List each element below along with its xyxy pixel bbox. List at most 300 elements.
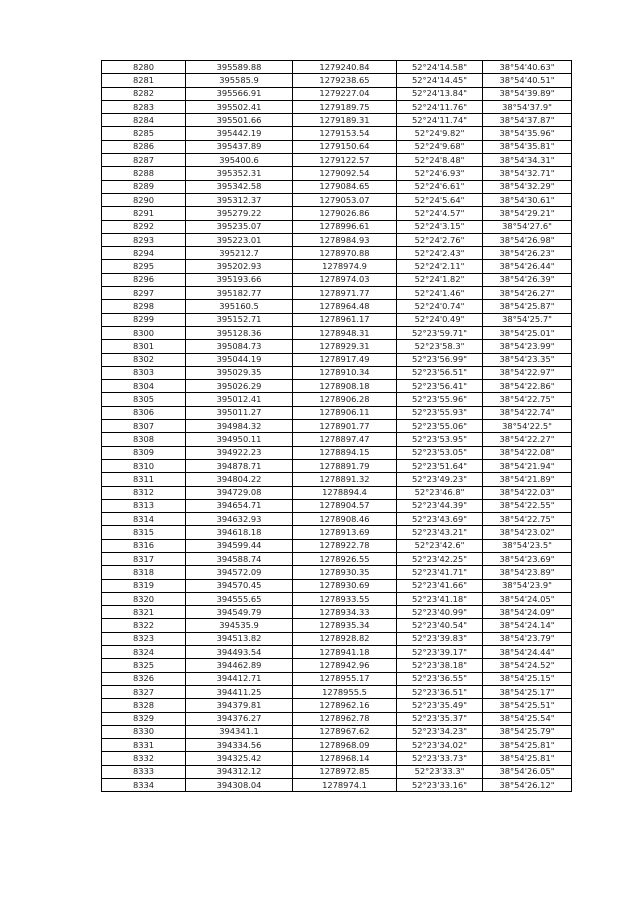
latitude-cell: 52°24'2.76"	[397, 233, 483, 246]
x-coordinate-cell: 395223.01	[186, 233, 293, 246]
latitude-cell: 52°24'6.93"	[397, 167, 483, 180]
table-row	[102, 247, 572, 260]
table-row	[102, 61, 572, 74]
table-row	[102, 87, 572, 100]
latitude-cell: 52°24'1.82"	[397, 273, 483, 286]
point-number-cell: 8294	[102, 247, 186, 260]
table-row	[102, 526, 572, 539]
y-coordinate-cell: 1278935.34	[293, 619, 397, 632]
point-number-cell: 8302	[102, 353, 186, 366]
table-row	[102, 300, 572, 313]
x-coordinate-cell: 395029.35	[186, 366, 293, 379]
y-coordinate-cell: 1278996.61	[293, 220, 397, 233]
longitude-cell: 38°54'24.44"	[483, 646, 572, 659]
x-coordinate-cell: 394572.09	[186, 566, 293, 579]
latitude-cell: 52°23'49.23"	[397, 473, 483, 486]
point-number-cell: 8283	[102, 100, 186, 113]
y-coordinate-cell: 1279153.54	[293, 127, 397, 140]
latitude-cell: 52°24'13.84"	[397, 87, 483, 100]
latitude-cell: 52°23'35.37"	[397, 712, 483, 725]
latitude-cell: 52°24'5.64"	[397, 193, 483, 206]
point-number-cell: 8280	[102, 61, 186, 74]
y-coordinate-cell: 1279238.65	[293, 74, 397, 87]
latitude-cell: 52°24'1.46"	[397, 287, 483, 300]
x-coordinate-cell: 395442.19	[186, 127, 293, 140]
y-coordinate-cell: 1279227.04	[293, 87, 397, 100]
latitude-cell: 52°23'56.41"	[397, 380, 483, 393]
x-coordinate-cell: 395193.66	[186, 273, 293, 286]
latitude-cell: 52°23'41.18"	[397, 592, 483, 605]
x-coordinate-cell: 395501.66	[186, 114, 293, 127]
latitude-cell: 52°23'53.95"	[397, 433, 483, 446]
longitude-cell: 38°54'27.6"	[483, 220, 572, 233]
longitude-cell: 38°54'35.81"	[483, 140, 572, 153]
longitude-cell: 38°54'26.27"	[483, 287, 572, 300]
latitude-cell: 52°23'41.66"	[397, 579, 483, 592]
longitude-cell: 38°54'22.86"	[483, 380, 572, 393]
longitude-cell: 38°54'40.63"	[483, 61, 572, 74]
latitude-cell: 52°23'36.55"	[397, 672, 483, 685]
point-number-cell: 8331	[102, 739, 186, 752]
y-coordinate-cell: 1278971.77	[293, 287, 397, 300]
longitude-cell: 38°54'26.39"	[483, 273, 572, 286]
table-row	[102, 433, 572, 446]
latitude-cell: 52°23'33.16"	[397, 779, 483, 792]
coordinates-table	[101, 60, 572, 792]
point-number-cell: 8293	[102, 233, 186, 246]
latitude-cell: 52°23'34.23"	[397, 725, 483, 738]
point-number-cell: 8285	[102, 127, 186, 140]
x-coordinate-cell: 394341.1	[186, 725, 293, 738]
x-coordinate-cell: 394632.93	[186, 513, 293, 526]
point-number-cell: 8315	[102, 526, 186, 539]
table-row	[102, 366, 572, 379]
latitude-cell: 52°24'11.76"	[397, 100, 483, 113]
longitude-cell: 38°54'24.52"	[483, 659, 572, 672]
x-coordinate-cell: 395352.31	[186, 167, 293, 180]
latitude-cell: 52°23'33.73"	[397, 752, 483, 765]
latitude-cell: 52°23'44.39"	[397, 499, 483, 512]
table-row	[102, 260, 572, 273]
x-coordinate-cell: 394535.9	[186, 619, 293, 632]
latitude-cell: 52°24'8.48"	[397, 154, 483, 167]
x-coordinate-cell: 394308.04	[186, 779, 293, 792]
table-row	[102, 579, 572, 592]
point-number-cell: 8318	[102, 566, 186, 579]
table-row	[102, 140, 572, 153]
latitude-cell: 52°23'40.54"	[397, 619, 483, 632]
longitude-cell: 38°54'25.17"	[483, 685, 572, 698]
y-coordinate-cell: 1278984.93	[293, 233, 397, 246]
latitude-cell: 52°24'0.74"	[397, 300, 483, 313]
y-coordinate-cell: 1278891.32	[293, 473, 397, 486]
x-coordinate-cell: 394804.22	[186, 473, 293, 486]
y-coordinate-cell: 1279189.31	[293, 114, 397, 127]
y-coordinate-cell: 1278930.69	[293, 579, 397, 592]
x-coordinate-cell: 395202.93	[186, 260, 293, 273]
table-row	[102, 699, 572, 712]
point-number-cell: 8333	[102, 765, 186, 778]
point-number-cell: 8328	[102, 699, 186, 712]
longitude-cell: 38°54'23.02"	[483, 526, 572, 539]
x-coordinate-cell: 395044.19	[186, 353, 293, 366]
point-number-cell: 8327	[102, 685, 186, 698]
longitude-cell: 38°54'24.09"	[483, 606, 572, 619]
y-coordinate-cell: 1278926.55	[293, 552, 397, 565]
latitude-cell: 52°23'59.71"	[397, 326, 483, 339]
longitude-cell: 38°54'25.87"	[483, 300, 572, 313]
longitude-cell: 38°54'22.75"	[483, 513, 572, 526]
y-coordinate-cell: 1278942.96	[293, 659, 397, 672]
longitude-cell: 38°54'25.51"	[483, 699, 572, 712]
y-coordinate-cell: 1278968.14	[293, 752, 397, 765]
y-coordinate-cell: 1278906.11	[293, 406, 397, 419]
longitude-cell: 38°54'22.55"	[483, 499, 572, 512]
x-coordinate-cell: 394549.79	[186, 606, 293, 619]
longitude-cell: 38°54'23.69"	[483, 552, 572, 565]
longitude-cell: 38°54'26.05"	[483, 765, 572, 778]
point-number-cell: 8322	[102, 619, 186, 632]
x-coordinate-cell: 395235.07	[186, 220, 293, 233]
y-coordinate-cell: 1279150.64	[293, 140, 397, 153]
latitude-cell: 52°24'3.15"	[397, 220, 483, 233]
table-row	[102, 739, 572, 752]
x-coordinate-cell: 395084.73	[186, 340, 293, 353]
point-number-cell: 8334	[102, 779, 186, 792]
x-coordinate-cell: 395502.41	[186, 100, 293, 113]
longitude-cell: 38°54'21.94"	[483, 459, 572, 472]
y-coordinate-cell: 1278955.17	[293, 672, 397, 685]
y-coordinate-cell: 1278930.35	[293, 566, 397, 579]
table-row	[102, 659, 572, 672]
y-coordinate-cell: 1278934.33	[293, 606, 397, 619]
x-coordinate-cell: 394376.27	[186, 712, 293, 725]
table-row	[102, 619, 572, 632]
point-number-cell: 8295	[102, 260, 186, 273]
longitude-cell: 38°54'24.05"	[483, 592, 572, 605]
point-number-cell: 8310	[102, 459, 186, 472]
latitude-cell: 52°24'2.11"	[397, 260, 483, 273]
table-row	[102, 420, 572, 433]
longitude-cell: 38°54'23.99"	[483, 340, 572, 353]
latitude-cell: 52°23'56.51"	[397, 366, 483, 379]
latitude-cell: 52°23'35.49"	[397, 699, 483, 712]
point-number-cell: 8301	[102, 340, 186, 353]
latitude-cell: 52°23'43.69"	[397, 513, 483, 526]
table-row	[102, 114, 572, 127]
longitude-cell: 38°54'30.61"	[483, 193, 572, 206]
point-number-cell: 8325	[102, 659, 186, 672]
table-row	[102, 539, 572, 552]
table-row	[102, 100, 572, 113]
table-row	[102, 446, 572, 459]
table-row	[102, 473, 572, 486]
latitude-cell: 52°24'14.58"	[397, 61, 483, 74]
y-coordinate-cell: 1278908.18	[293, 380, 397, 393]
point-number-cell: 8284	[102, 114, 186, 127]
y-coordinate-cell: 1278967.62	[293, 725, 397, 738]
x-coordinate-cell: 394555.65	[186, 592, 293, 605]
x-coordinate-cell: 394513.82	[186, 632, 293, 645]
table-row	[102, 765, 572, 778]
y-coordinate-cell: 1278962.16	[293, 699, 397, 712]
table-row	[102, 459, 572, 472]
table-row	[102, 287, 572, 300]
x-coordinate-cell: 394462.89	[186, 659, 293, 672]
x-coordinate-cell: 394493.54	[186, 646, 293, 659]
latitude-cell: 52°24'4.57"	[397, 207, 483, 220]
y-coordinate-cell: 1278970.88	[293, 247, 397, 260]
table-row	[102, 646, 572, 659]
y-coordinate-cell: 1279122.57	[293, 154, 397, 167]
point-number-cell: 8290	[102, 193, 186, 206]
latitude-cell: 52°23'42.6"	[397, 539, 483, 552]
point-number-cell: 8281	[102, 74, 186, 87]
latitude-cell: 52°24'2.43"	[397, 247, 483, 260]
table-row	[102, 486, 572, 499]
latitude-cell: 52°23'42.25"	[397, 552, 483, 565]
latitude-cell: 52°24'9.82"	[397, 127, 483, 140]
y-coordinate-cell: 1279053.07	[293, 193, 397, 206]
point-number-cell: 8300	[102, 326, 186, 339]
table-row	[102, 180, 572, 193]
latitude-cell: 52°24'0.49"	[397, 313, 483, 326]
longitude-cell: 38°54'32.71"	[483, 167, 572, 180]
longitude-cell: 38°54'32.29"	[483, 180, 572, 193]
x-coordinate-cell: 395437.89	[186, 140, 293, 153]
point-number-cell: 8289	[102, 180, 186, 193]
table-row	[102, 193, 572, 206]
latitude-cell: 52°23'55.06"	[397, 420, 483, 433]
table-row	[102, 752, 572, 765]
x-coordinate-cell: 395279.22	[186, 207, 293, 220]
y-coordinate-cell: 1278961.17	[293, 313, 397, 326]
point-number-cell: 8313	[102, 499, 186, 512]
latitude-cell: 52°23'39.83"	[397, 632, 483, 645]
table-row	[102, 552, 572, 565]
x-coordinate-cell: 394325.42	[186, 752, 293, 765]
point-number-cell: 8330	[102, 725, 186, 738]
longitude-cell: 38°54'24.14"	[483, 619, 572, 632]
longitude-cell: 38°54'25.81"	[483, 739, 572, 752]
point-number-cell: 8292	[102, 220, 186, 233]
y-coordinate-cell: 1278894.15	[293, 446, 397, 459]
table-row	[102, 779, 572, 792]
latitude-cell: 52°24'14.45"	[397, 74, 483, 87]
table-row	[102, 725, 572, 738]
point-number-cell: 8309	[102, 446, 186, 459]
y-coordinate-cell: 1279092.54	[293, 167, 397, 180]
latitude-cell: 52°24'6.61"	[397, 180, 483, 193]
y-coordinate-cell: 1279026.86	[293, 207, 397, 220]
table-row	[102, 380, 572, 393]
point-number-cell: 8311	[102, 473, 186, 486]
longitude-cell: 38°54'22.08"	[483, 446, 572, 459]
longitude-cell: 38°54'25.81"	[483, 752, 572, 765]
latitude-cell: 52°23'43.21"	[397, 526, 483, 539]
longitude-cell: 38°54'21.89"	[483, 473, 572, 486]
x-coordinate-cell: 394412.71	[186, 672, 293, 685]
table-row	[102, 154, 572, 167]
latitude-cell: 52°23'46.8"	[397, 486, 483, 499]
y-coordinate-cell: 1279240.84	[293, 61, 397, 74]
latitude-cell: 52°23'58.3"	[397, 340, 483, 353]
x-coordinate-cell: 394950.11	[186, 433, 293, 446]
point-number-cell: 8321	[102, 606, 186, 619]
point-number-cell: 8286	[102, 140, 186, 153]
latitude-cell: 52°24'9.68"	[397, 140, 483, 153]
table-row	[102, 233, 572, 246]
y-coordinate-cell: 1278974.9	[293, 260, 397, 273]
latitude-cell: 52°23'51.64"	[397, 459, 483, 472]
x-coordinate-cell: 394729.08	[186, 486, 293, 499]
x-coordinate-cell: 395012.41	[186, 393, 293, 406]
longitude-cell: 38°54'23.89"	[483, 566, 572, 579]
point-number-cell: 8312	[102, 486, 186, 499]
point-number-cell: 8317	[102, 552, 186, 565]
table-row	[102, 632, 572, 645]
x-coordinate-cell: 395182.77	[186, 287, 293, 300]
point-number-cell: 8288	[102, 167, 186, 180]
table-row	[102, 220, 572, 233]
x-coordinate-cell: 395312.37	[186, 193, 293, 206]
longitude-cell: 38°54'23.5"	[483, 539, 572, 552]
point-number-cell: 8319	[102, 579, 186, 592]
y-coordinate-cell: 1278933.55	[293, 592, 397, 605]
point-number-cell: 8299	[102, 313, 186, 326]
x-coordinate-cell: 394878.71	[186, 459, 293, 472]
longitude-cell: 38°54'25.7"	[483, 313, 572, 326]
point-number-cell: 8304	[102, 380, 186, 393]
longitude-cell: 38°54'39.89"	[483, 87, 572, 100]
table-row	[102, 353, 572, 366]
longitude-cell: 38°54'35.96"	[483, 127, 572, 140]
x-coordinate-cell: 395212.7	[186, 247, 293, 260]
latitude-cell: 52°23'56.99"	[397, 353, 483, 366]
y-coordinate-cell: 1278928.82	[293, 632, 397, 645]
table-row	[102, 499, 572, 512]
table-row	[102, 340, 572, 353]
longitude-cell: 38°54'29.21"	[483, 207, 572, 220]
point-number-cell: 8323	[102, 632, 186, 645]
longitude-cell: 38°54'22.5"	[483, 420, 572, 433]
y-coordinate-cell: 1278974.03	[293, 273, 397, 286]
longitude-cell: 38°54'40.51"	[483, 74, 572, 87]
y-coordinate-cell: 1278948.31	[293, 326, 397, 339]
table-row	[102, 685, 572, 698]
x-coordinate-cell: 394588.74	[186, 552, 293, 565]
longitude-cell: 38°54'23.35"	[483, 353, 572, 366]
longitude-cell: 38°54'25.54"	[483, 712, 572, 725]
y-coordinate-cell: 1278906.28	[293, 393, 397, 406]
x-coordinate-cell: 394379.81	[186, 699, 293, 712]
longitude-cell: 38°54'22.03"	[483, 486, 572, 499]
y-coordinate-cell: 1278929.31	[293, 340, 397, 353]
point-number-cell: 8303	[102, 366, 186, 379]
latitude-cell: 52°23'39.17"	[397, 646, 483, 659]
latitude-cell: 52°23'38.18"	[397, 659, 483, 672]
x-coordinate-cell: 395128.36	[186, 326, 293, 339]
y-coordinate-cell: 1278964.48	[293, 300, 397, 313]
longitude-cell: 38°54'23.9"	[483, 579, 572, 592]
longitude-cell: 38°54'37.9"	[483, 100, 572, 113]
x-coordinate-cell: 395585.9	[186, 74, 293, 87]
table-row	[102, 167, 572, 180]
longitude-cell: 38°54'26.12"	[483, 779, 572, 792]
longitude-cell: 38°54'23.79"	[483, 632, 572, 645]
y-coordinate-cell: 1278968.09	[293, 739, 397, 752]
latitude-cell: 52°23'34.02"	[397, 739, 483, 752]
point-number-cell: 8320	[102, 592, 186, 605]
point-number-cell: 8287	[102, 154, 186, 167]
point-number-cell: 8305	[102, 393, 186, 406]
longitude-cell: 38°54'25.79"	[483, 725, 572, 738]
x-coordinate-cell: 394411.25	[186, 685, 293, 698]
table-row	[102, 566, 572, 579]
y-coordinate-cell: 1278908.46	[293, 513, 397, 526]
table-row	[102, 273, 572, 286]
longitude-cell: 38°54'25.15"	[483, 672, 572, 685]
x-coordinate-cell: 394922.23	[186, 446, 293, 459]
longitude-cell: 38°54'22.27"	[483, 433, 572, 446]
latitude-cell: 52°23'55.93"	[397, 406, 483, 419]
y-coordinate-cell: 1278941.18	[293, 646, 397, 659]
table-row	[102, 406, 572, 419]
x-coordinate-cell: 394618.18	[186, 526, 293, 539]
point-number-cell: 8297	[102, 287, 186, 300]
x-coordinate-cell: 394570.45	[186, 579, 293, 592]
point-number-cell: 8296	[102, 273, 186, 286]
y-coordinate-cell: 1278913.69	[293, 526, 397, 539]
latitude-cell: 52°23'36.51"	[397, 685, 483, 698]
y-coordinate-cell: 1278962.78	[293, 712, 397, 725]
point-number-cell: 8316	[102, 539, 186, 552]
longitude-cell: 38°54'26.23"	[483, 247, 572, 260]
table-row	[102, 207, 572, 220]
y-coordinate-cell: 1278922.78	[293, 539, 397, 552]
coordinates-table-body	[102, 61, 572, 792]
latitude-cell: 52°23'33.3"	[397, 765, 483, 778]
point-number-cell: 8291	[102, 207, 186, 220]
x-coordinate-cell: 394984.32	[186, 420, 293, 433]
y-coordinate-cell: 1278897.47	[293, 433, 397, 446]
x-coordinate-cell: 395589.88	[186, 61, 293, 74]
x-coordinate-cell: 395342.58	[186, 180, 293, 193]
latitude-cell: 52°23'41.71"	[397, 566, 483, 579]
longitude-cell: 38°54'37.87"	[483, 114, 572, 127]
point-number-cell: 8307	[102, 420, 186, 433]
x-coordinate-cell: 395160.5	[186, 300, 293, 313]
y-coordinate-cell: 1278904.57	[293, 499, 397, 512]
x-coordinate-cell: 395011.27	[186, 406, 293, 419]
table-row	[102, 393, 572, 406]
longitude-cell: 38°54'26.44"	[483, 260, 572, 273]
point-number-cell: 8324	[102, 646, 186, 659]
point-number-cell: 8332	[102, 752, 186, 765]
table-row	[102, 672, 572, 685]
y-coordinate-cell: 1279084.65	[293, 180, 397, 193]
point-number-cell: 8326	[102, 672, 186, 685]
x-coordinate-cell: 395566.91	[186, 87, 293, 100]
x-coordinate-cell: 394334.56	[186, 739, 293, 752]
table-row	[102, 326, 572, 339]
latitude-cell: 52°24'11.74"	[397, 114, 483, 127]
y-coordinate-cell: 1278894.4	[293, 486, 397, 499]
y-coordinate-cell: 1278974.1	[293, 779, 397, 792]
y-coordinate-cell: 1278972.85	[293, 765, 397, 778]
y-coordinate-cell: 1278955.5	[293, 685, 397, 698]
point-number-cell: 8308	[102, 433, 186, 446]
